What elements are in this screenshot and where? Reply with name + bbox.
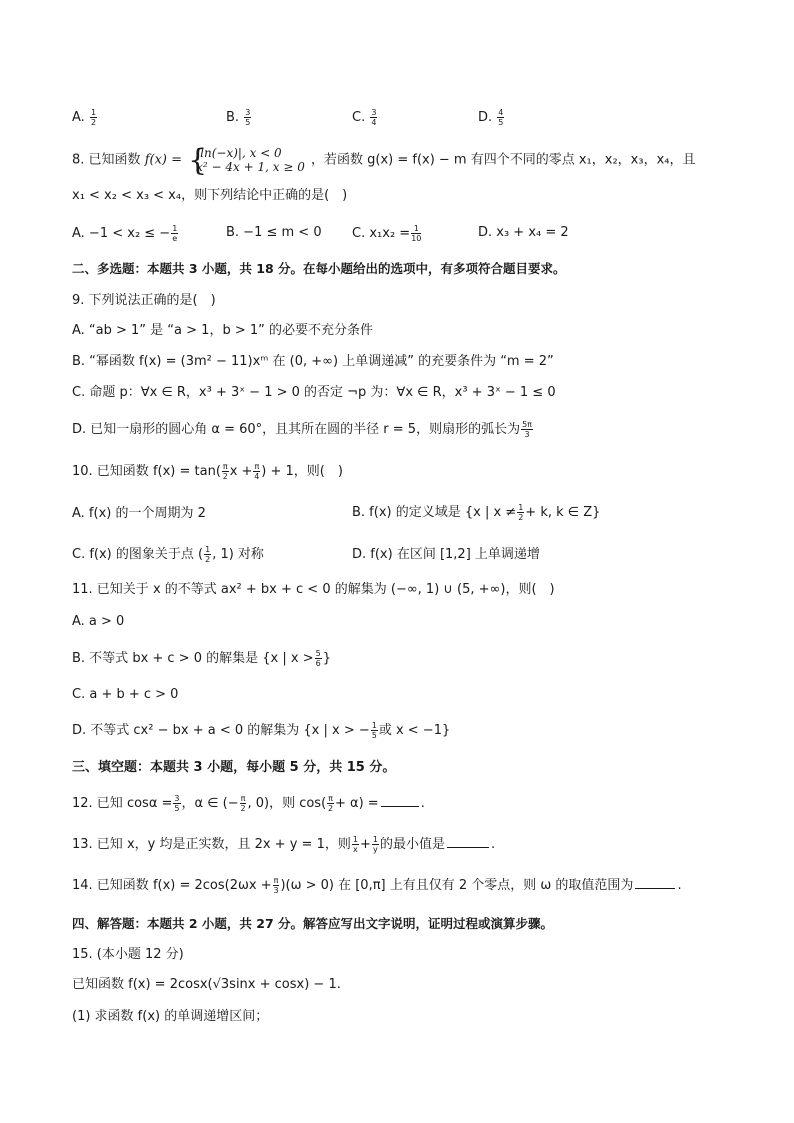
q13-f1-den: x [353, 845, 358, 854]
q12 [72, 794, 425, 813]
q8-option-c [352, 224, 422, 243]
q12-mid2: , 0)，则 cos( [247, 796, 327, 811]
q14-end: . [677, 878, 682, 893]
q12-post: + α) = [334, 796, 379, 811]
q14-pre: 14. 已知函数 f(x) = 2cos(2ωx + [72, 878, 272, 893]
q7-option-letter: A. [72, 110, 85, 125]
q7-num: 3 [371, 108, 377, 117]
q8-a-num: 1 [172, 224, 178, 233]
q8-piecewise [188, 143, 305, 178]
q10-b-pre: B. f(x) 的定义域是 {x | x ≠ [352, 505, 517, 520]
q7-den: 2 [90, 118, 97, 127]
q13-answer-blank[interactable] [447, 835, 489, 848]
q10-option-a: A. f(x) 的一个周期为 2 [72, 506, 206, 521]
q8-option-c-text: C. x₁x₂ = [352, 226, 411, 241]
q11-stem: 11. 已知关于 x 的不等式 ax² + bx + c < 0 的解集为 (−∞, 1) ∪ (5, +∞)，则( ) [72, 582, 555, 597]
q9-d-num: 5π [522, 420, 532, 429]
q10-stem-mid: x + [229, 464, 253, 479]
q7-option-fraction [244, 108, 251, 127]
q14-post: )(ω > 0) 在 [0,π] 上有且仅有 2 个零点，则 ω 的取值范围为 [280, 878, 634, 893]
q13-end: . [490, 837, 496, 852]
q11-b-pre: B. 不等式 bx + c > 0 的解集是 {x | x > [72, 651, 314, 666]
q8-prefix: 8. 已知函数 [72, 152, 141, 168]
q8-piece1: |ln(−x)|, x < 0 [196, 146, 282, 160]
q9-option-d [72, 420, 534, 439]
q9-d-den: 3 [524, 430, 530, 439]
q7-option-b [226, 108, 252, 127]
q10-c-den: 2 [205, 555, 211, 564]
q8-c-num: 1 [411, 224, 421, 234]
q14 [72, 876, 682, 895]
q8-stem [72, 143, 696, 178]
q12-answer-blank[interactable] [381, 794, 419, 807]
brace-icon: { [188, 143, 208, 178]
q7-option-fraction [497, 108, 504, 127]
q9-stem: 9. 下列说法正确的是( ) [72, 293, 216, 308]
q11-d-num: 1 [371, 721, 377, 730]
q12-f1-den: 5 [174, 804, 180, 813]
q12-end: . [420, 796, 425, 811]
q10-stem-pre: 10. 已知函数 f(x) = tan( [72, 464, 221, 479]
q10-c-post: , 1) 对称 [212, 547, 264, 562]
q11-b-den: 6 [315, 659, 321, 668]
q10-b-den: 2 [518, 513, 524, 522]
q7-option-fraction [370, 108, 377, 127]
q13-f2-den: y [373, 845, 378, 854]
q9-option-a: A. “ab > 1” 是 “a > 1，b > 1” 的必要不充分条件 [72, 323, 373, 338]
q13-f1-num: 1 [352, 835, 358, 844]
q11-option-a: A. a > 0 [72, 614, 125, 629]
q14-answer-blank[interactable] [635, 876, 675, 889]
q7-option-letter: C. [352, 110, 366, 125]
q7-option-d [478, 108, 505, 127]
q10-option-d: D. f(x) 在区间 [1,2] 上单调递增 [352, 547, 540, 562]
q9-option-b: B. “幂函数 f(x) = (3m² − 11)xᵐ 在 (0, +∞) 上单调递减” 的充要条件为 “m = 2” [72, 354, 554, 369]
q13 [72, 835, 495, 854]
q7-den: 4 [371, 118, 377, 127]
q8-c-den: 10 [411, 234, 422, 243]
q15-part1: (1) 求函数 f(x) 的单调递增区间； [72, 1009, 269, 1024]
q12-f2-num: π [240, 794, 246, 803]
q10-option-b [352, 503, 600, 522]
q15-title: 15. (本小题 12 分) [72, 947, 184, 962]
q9-d-text: D. 已知一扇形的圆心角 α = 60°，且其所在圆的半径 r = 5，则扇形的弧长为 [72, 422, 521, 437]
q10-stem [72, 462, 343, 481]
q8-a-den: e [172, 234, 178, 243]
q14-f-den: 3 [273, 886, 279, 895]
q12-mid1: ，α ∈ (− [181, 796, 239, 811]
q10-f1-num: π [222, 462, 228, 471]
q7-option-c [352, 108, 378, 127]
q10-c-pre: C. f(x) 的图象关于点 ( [72, 547, 204, 562]
q8-line2: x₁ < x₂ < x₃ < x₄，则下列结论中正确的是( ) [72, 188, 348, 203]
q13-pre: 13. 已知 x，y 均是正实数，且 2x + y = 1，则 [72, 837, 351, 852]
q7-option-letter: D. [478, 110, 493, 125]
q12-f3-den: 2 [328, 804, 334, 813]
q8-mid: ，若函数 g(x) = f(x) − m 有四个不同的零点 x₁，x₂，x₃，x₄，且 [310, 152, 696, 168]
q10-option-c [72, 545, 264, 564]
q15-stem: 已知函数 f(x) = 2cosx(√3sinx + cosx) − 1. [72, 977, 341, 992]
q11-option-b [72, 649, 331, 668]
q11-b-num: 5 [315, 649, 321, 658]
q9-option-c: C. 命题 p：∀x ∈ R，x³ + 3ˣ − 1 > 0 的否定 ¬p 为：∀x ∈ R，x³ + 3ˣ − 1 ≤ 0 [72, 385, 556, 400]
q12-pre: 12. 已知 cosα = [72, 796, 173, 811]
q8-option-b: B. −1 ≤ m < 0 [226, 225, 322, 240]
q8-option-a [72, 224, 179, 243]
q12-f1-num: 3 [174, 794, 180, 803]
q12-f3-num: π [328, 794, 333, 803]
q7-num: 1 [90, 108, 97, 117]
q11-d-den: 5 [371, 731, 377, 740]
section-3-heading: 三、填空题：本题共 3 小题，每小题 5 分，共 15 分。 [72, 760, 396, 775]
q8-option-a-text: A. −1 < x₂ ≤ − [72, 226, 171, 241]
q7-option-letter: B. [226, 110, 240, 125]
q10-b-num: 1 [518, 503, 524, 512]
section-2-heading: 二、多选题：本题共 3 小题，共 18 分。在每小题给出的选项中，有多项符合题目要求。 [72, 261, 566, 276]
q10-f1-den: 2 [222, 472, 228, 481]
q8-option-d: D. x₃ + x₄ = 2 [478, 225, 569, 240]
q10-stem-post: ) + 1，则( ) [261, 464, 343, 479]
q10-f2-num: π [254, 462, 260, 471]
q11-option-d [72, 721, 450, 740]
q14-f-num: π [273, 876, 279, 885]
q7-num: 3 [245, 108, 251, 117]
q11-d-post: 或 x < −1} [378, 723, 451, 738]
q10-c-num: 1 [205, 545, 211, 554]
q7-den: 5 [498, 118, 504, 127]
q7-option-fraction [90, 108, 97, 127]
q12-f2-den: 2 [240, 804, 246, 813]
section-4-heading: 四、解答题：本题共 2 小题，共 27 分。解答应写出文字说明，证明过程或演算步骤。 [72, 916, 554, 931]
q8-func: f(x) = [144, 152, 182, 168]
q13-mid: + [359, 837, 371, 852]
q11-d-pre: D. 不等式 cx² − bx + a < 0 的解集为 {x | x > − [72, 723, 370, 738]
q8-piece2: x² − 4x + 1, x ≥ 0 [196, 160, 305, 174]
q7-option-a [72, 108, 98, 127]
q7-den: 5 [245, 118, 251, 127]
q10-f2-den: 4 [254, 472, 260, 481]
q10-b-post: + k, k ∈ Z} [525, 505, 601, 520]
q13-f2-num: 1 [372, 835, 378, 844]
q13-post: 的最小值是 [379, 837, 445, 852]
q11-b-post: } [322, 651, 331, 666]
q11-option-c: C. a + b + c > 0 [72, 687, 179, 702]
q7-num: 4 [498, 108, 504, 117]
